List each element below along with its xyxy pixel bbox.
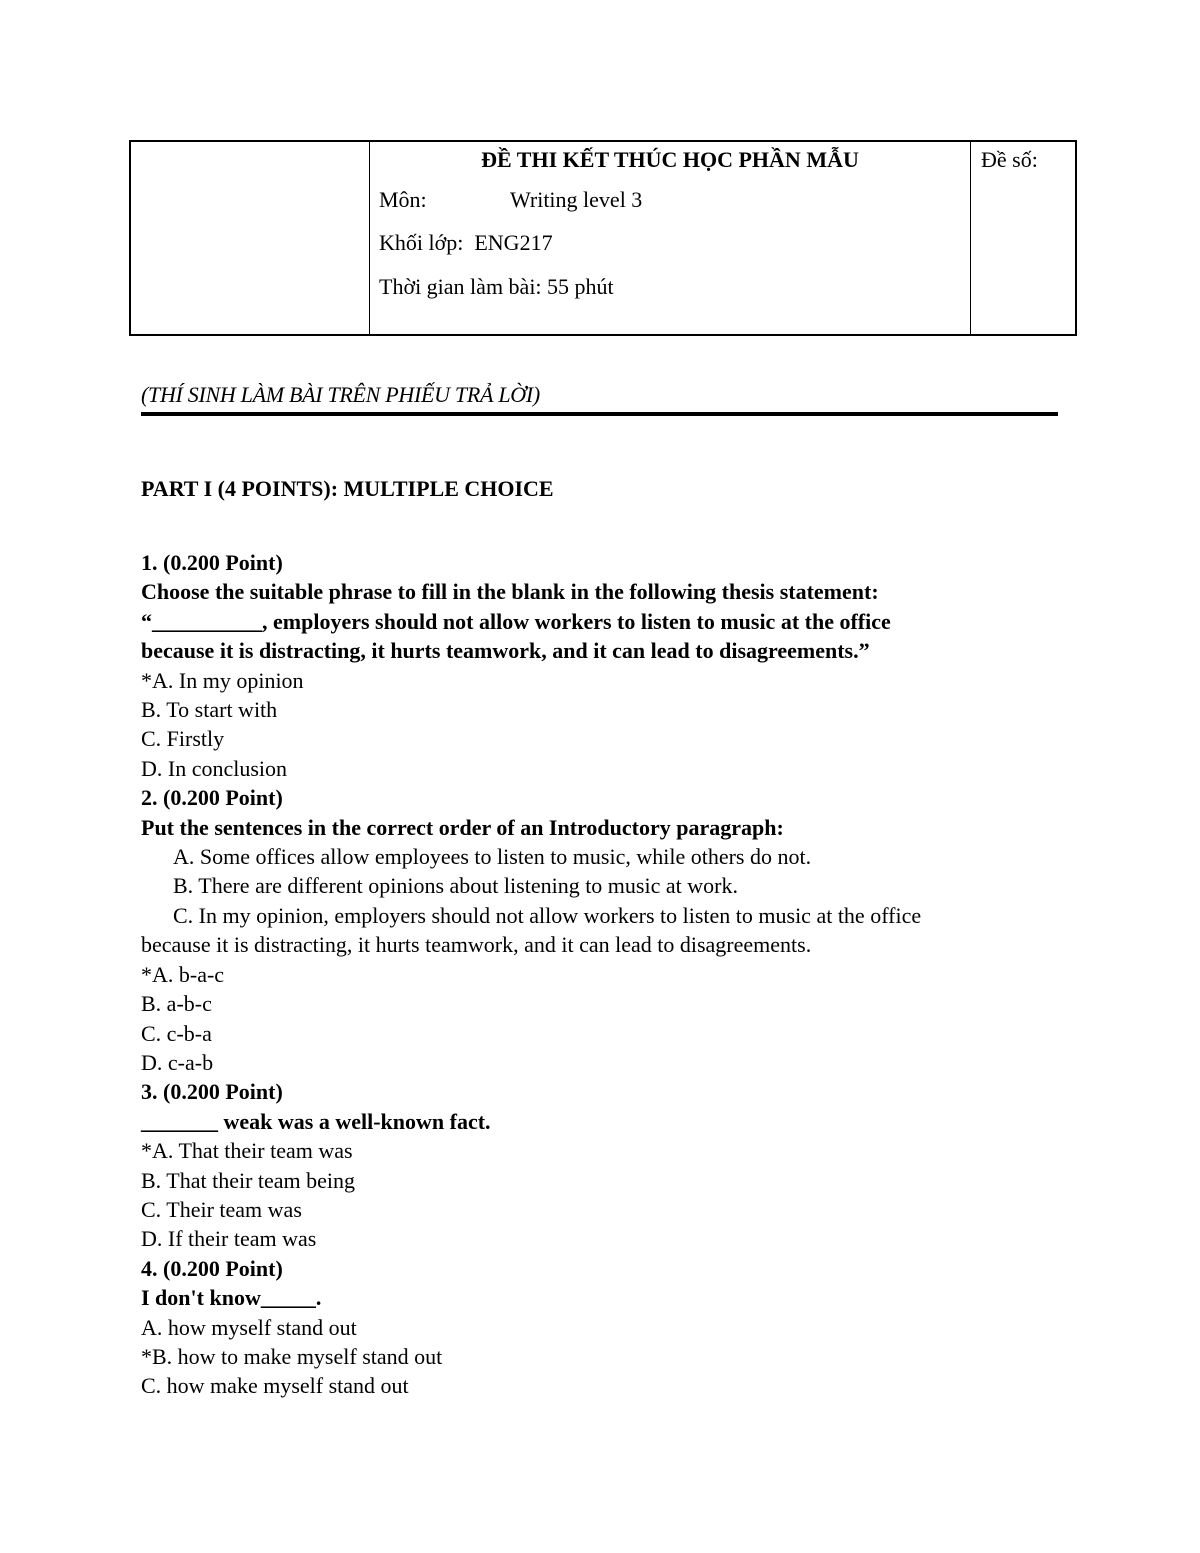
instruction-note: (THÍ SINH LÀM BÀI TRÊN PHIẾU TRẢ LỜI) bbox=[141, 382, 540, 407]
answer-option: *A. That their team was bbox=[141, 1138, 353, 1164]
class-value: ENG217 bbox=[474, 230, 553, 255]
order-sentence: B. There are different opinions about listening to music at work. bbox=[173, 873, 738, 899]
time-label: Thời gian làm bài: bbox=[379, 274, 542, 299]
question-prompt: because it is distracting, it hurts teamwork, and it can lead to disagreements.” bbox=[141, 638, 870, 664]
order-sentence-continued: because it is distracting, it hurts teamwork, and it can lead to disagreements. bbox=[141, 932, 812, 958]
questions-list bbox=[141, 548, 1061, 1401]
part-title: PART I (4 POINTS): MULTIPLE CHOICE bbox=[141, 476, 554, 501]
time-row bbox=[379, 274, 614, 300]
answer-option: D. c-a-b bbox=[141, 1049, 214, 1075]
order-sentence: C. In my opinion, employers should not allow workers to listen to music at the office bbox=[173, 902, 922, 928]
question-prompt: _______ weak was a well-known fact. bbox=[141, 1108, 491, 1134]
exam-number-label: Đề số: bbox=[981, 147, 1038, 172]
answer-option: C. Firstly bbox=[141, 726, 225, 752]
answer-option: A. how myself stand out bbox=[141, 1314, 357, 1340]
answer-option: B. a-b-c bbox=[141, 991, 212, 1017]
subject-label: Môn: bbox=[379, 187, 427, 212]
question-heading: 4. (0.200 Point) bbox=[141, 1255, 283, 1281]
subject-value: Writing level 3 bbox=[510, 187, 643, 212]
question-prompt: Choose the suitable phrase to fill in the blank in the following thesis statement: bbox=[141, 579, 879, 605]
answer-option: C. c-b-a bbox=[141, 1020, 212, 1046]
answer-option: B. That their team being bbox=[141, 1167, 356, 1193]
order-sentence: A. Some offices allow employees to listen to music, while others do not. bbox=[173, 844, 812, 870]
exam-info-cell bbox=[370, 142, 971, 334]
answer-option: D. In conclusion bbox=[141, 755, 288, 781]
question-prompt: “__________, employers should not allow workers to listen to music at the office bbox=[141, 608, 891, 634]
logo-cell bbox=[131, 142, 370, 334]
question-prompt: I don't know_____. bbox=[141, 1285, 322, 1311]
answer-option: C. how make myself stand out bbox=[141, 1373, 409, 1399]
answer-option: *A. b-a-c bbox=[141, 961, 225, 987]
exam-number-cell bbox=[971, 142, 1075, 334]
answer-option: D. If their team was bbox=[141, 1226, 317, 1252]
subject-row bbox=[379, 187, 643, 213]
question-heading: 3. (0.200 Point) bbox=[141, 1079, 283, 1105]
answer-option: *A. In my opinion bbox=[141, 667, 304, 693]
time-value: 55 phút bbox=[547, 274, 614, 299]
question-prompt: Put the sentences in the correct order of an Introductory paragraph: bbox=[141, 814, 784, 840]
answer-option: C. Their team was bbox=[141, 1196, 302, 1222]
class-row bbox=[379, 230, 553, 256]
answer-option: B. To start with bbox=[141, 697, 278, 723]
question-heading: 2. (0.200 Point) bbox=[141, 785, 283, 811]
answer-option: *B. how to make myself stand out bbox=[141, 1343, 443, 1369]
exam-title: ĐỀ THI KẾT THÚC HỌC PHẦN MẪU bbox=[481, 147, 859, 172]
divider-rule bbox=[141, 412, 1058, 416]
class-label: Khối lớp: bbox=[379, 230, 464, 255]
exam-header-table bbox=[129, 140, 1077, 336]
question-heading: 1. (0.200 Point) bbox=[141, 550, 283, 575]
